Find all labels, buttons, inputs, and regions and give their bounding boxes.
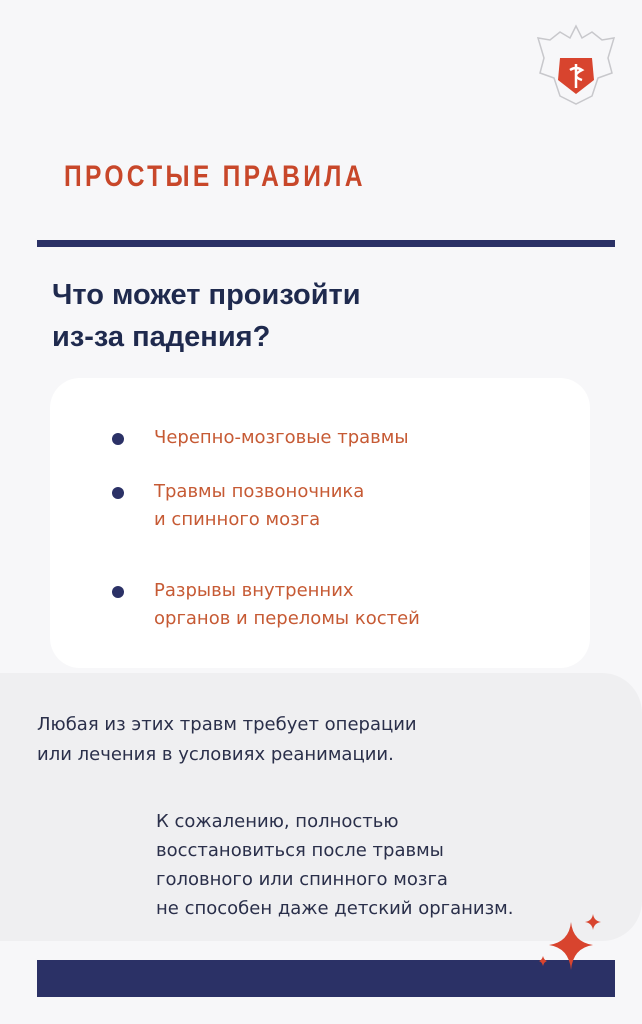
text-line: Любая из этих травм требует операции — [37, 714, 417, 735]
list-item-text: Травмы позвоночника — [154, 481, 365, 502]
heading — [52, 274, 361, 358]
list-item-text: Черепно-мозговые травмы — [154, 427, 409, 448]
list-item-text: органов и переломы костей — [154, 608, 420, 629]
info-paragraph — [37, 710, 417, 770]
bullet-icon — [112, 487, 124, 499]
warning-paragraph — [156, 807, 513, 923]
heading-line: из-за падения? — [52, 321, 271, 353]
page-title: ПРОСТЫЕ ПРАВИЛА — [64, 160, 366, 193]
bullet-icon — [112, 586, 124, 598]
text-line: восстановиться после травмы — [156, 840, 444, 861]
list-item — [112, 577, 420, 633]
footer-bar — [37, 960, 615, 997]
consequences-card — [50, 378, 590, 668]
list-item — [112, 424, 409, 452]
sparkle-icon — [535, 912, 610, 982]
divider — [37, 240, 615, 247]
text-line: или лечения в условиях реанимации. — [37, 744, 394, 765]
heading-line: Что может произойти — [52, 279, 361, 311]
bullet-icon — [112, 433, 124, 445]
list-item — [112, 478, 364, 534]
list-item-text: Разрывы внутренних — [154, 580, 354, 601]
text-line: не способен даже детский организм. — [156, 898, 514, 919]
text-line: К сожалению, полностью — [156, 811, 399, 832]
text-line: головного или спинного мозга — [156, 869, 448, 890]
list-item-text: и спинного мозга — [154, 509, 321, 530]
emblem-icon — [530, 18, 622, 110]
